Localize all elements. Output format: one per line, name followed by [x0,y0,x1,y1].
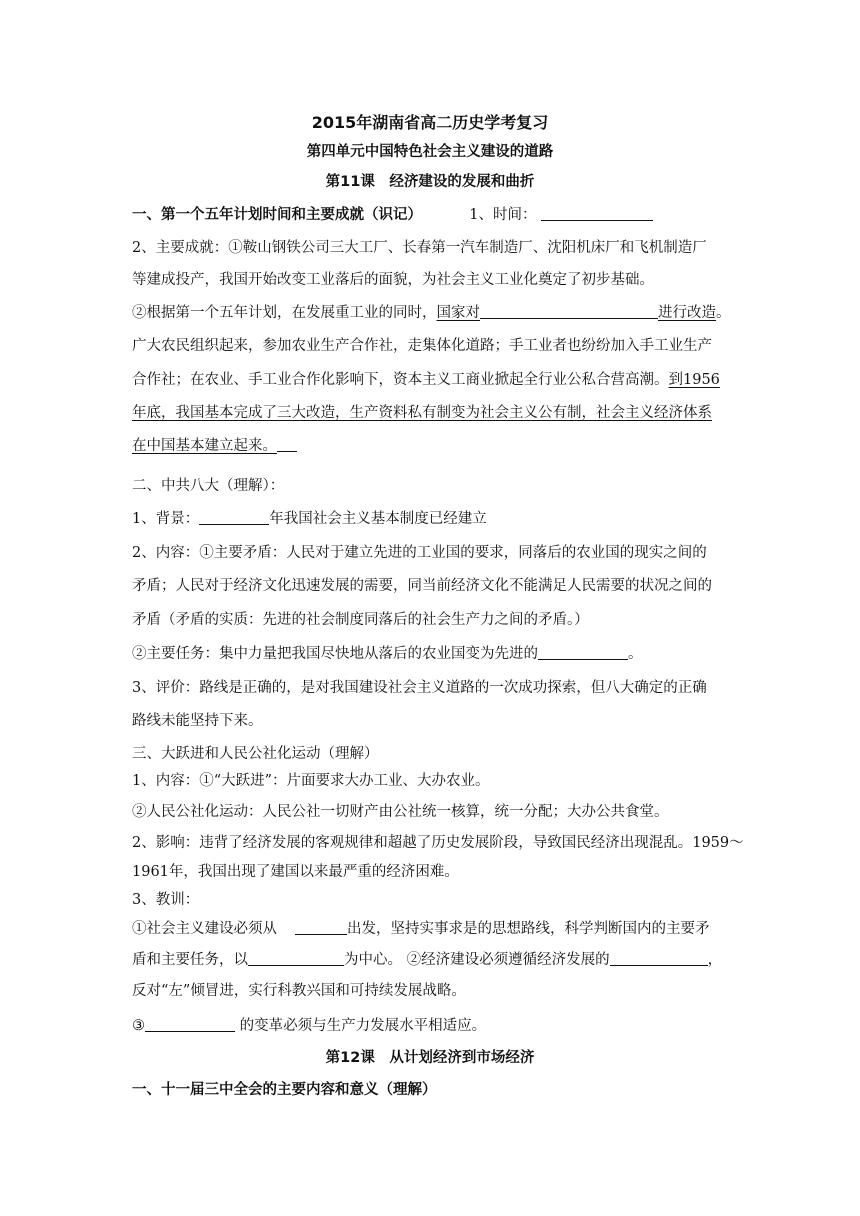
lesson-text: 盾和主要任务，以 [132,952,248,968]
transformation-text: ②根据第一个五年计划，在发展重工业的同时， [132,305,437,321]
impact-line-1: 2、影响：违背了经济发展的客观规律和超越了历史发展阶段，导致国民经济出现混乱。1959～ [132,835,744,851]
transformation-line-3 [132,370,720,390]
lesson-text: 出发，坚持实事求是的思想路线，科学判断国内的主要矛 [347,921,710,937]
unit-title: 第四单元中国特色社会主义建设的道路 [306,144,554,160]
task-text: 。 [628,646,643,662]
content-line-3: 矛盾（矛盾的实质：先进的社会制度同落后的社会生产力之间的矛盾。） [132,612,589,628]
lesson-line-1 [132,919,710,939]
transformation-line-2: 广大农民组织起来，参加农业生产合作社，走集体化道路；手工业者也纷纷加入手工业生产 [132,338,712,354]
evaluation-line-2: 路线未能坚持下来。 [132,713,263,729]
time-label: 1、时间： [469,207,537,223]
lesson-text: ①社会主义建设必须从 [132,921,277,937]
lesson-text: 的变革必须与生产力发展水平相适应。 [235,1018,487,1034]
transformation-text: 。 [716,305,731,321]
lesson-blank-4 [145,1017,235,1032]
lesson-blank-3 [610,951,708,966]
lesson-line-2 [132,950,722,970]
transformation-blank [480,304,658,319]
achievement-line-2: 等建成投产，我国开始改变工业落后的面貌，为社会主义工业化奠定了初步基础。 [132,272,654,288]
underlined-text: 进行改造 [658,305,716,321]
year-blank [199,510,269,525]
lesson-line-3: 反对“左”倾冒进，实行科教兴国和可持续发展战略。 [132,983,466,999]
underlined-text: 在中国基本建立起来。 [132,438,277,454]
s3-content-line-2: ②人民公社化运动：人民公社一切财产由公社统一核算，统一分配；大办公共食堂。 [132,804,669,820]
s3-content-line-1: 1、内容：①“大跃进”：片面要求大办工业、大办农业。 [132,773,490,789]
lesson-text: 为中心。 ②经济建设必须遵循经济发展的 [344,952,610,968]
underlined-text: 到1956 [668,372,720,388]
achievement-line-1: 2、主要成就：①鞍山钢铁公司三大工厂、长春第一汽车制造厂、沈阳机床厂和飞机制造厂 [132,240,707,256]
lesson-line-4 [132,1016,486,1036]
transformation-line-4: 年底，我国基本完成了三大改造，生产资料私有制变为社会主义公有制，社会主义经济体系 [132,405,712,421]
background-text: 年我国社会主义基本制度已经建立 [269,511,487,527]
lesson-blank-1 [295,920,347,935]
task-text: ②主要任务：集中力量把我国尽快地从落后的农业国变为先进的 [132,646,538,662]
section-3-heading: 三、大跃进和人民公社化运动（理解） [132,746,379,762]
transformation-text: 合作社；在农业、手工业合作化影响下，资本主义工商业掀起全行业公私合营高潮。 [132,372,669,388]
background-line [132,509,487,529]
trailing-underline [277,437,297,452]
section-4-heading: 一、十一届三中全会的主要内容和意义（理解） [132,1082,437,1098]
lessons-label: 3、教训： [132,892,200,908]
content-line-1: 2、内容：①主要矛盾：人民对于建立先进的工业国的要求，同落后的农业国的现实之间的 [132,545,707,561]
section-2-heading: 二、中共八大（理解）： [132,478,285,494]
evaluation-line-1: 3、评价：路线是正确的，是对我国建设社会主义道路的一次成功探索，但八大确定的正确 [132,680,707,696]
content-line-2: 矛盾；人民对于经济文化迅速发展的需要，同当前经济文化不能满足人民需要的状况之间的 [132,578,712,594]
underlined-text: 国家对 [436,305,480,321]
lesson-text: ， [707,952,723,968]
lesson-text: ③ [132,1018,145,1034]
lesson-blank-2 [248,951,344,966]
task-line [132,644,643,664]
section-1-line [132,205,653,225]
transformation-line-1 [132,303,731,323]
lesson-11-title: 第11课 经济建设的发展和曲折 [325,174,535,190]
background-label: 1、背景： [132,511,200,527]
impact-line-2: 1961年，我国出现了建国以来最严重的经济困难。 [132,864,459,880]
transformation-line-5 [132,436,297,456]
section-1-heading: 一、第一个五年计划时间和主要成就（识记） [132,207,422,223]
document-title: 2015年湖南省高二历史学考复习 [311,113,549,132]
task-blank [538,645,628,660]
lesson-12-title: 第12课 从计划经济到市场经济 [325,1050,535,1066]
time-blank [541,206,653,221]
